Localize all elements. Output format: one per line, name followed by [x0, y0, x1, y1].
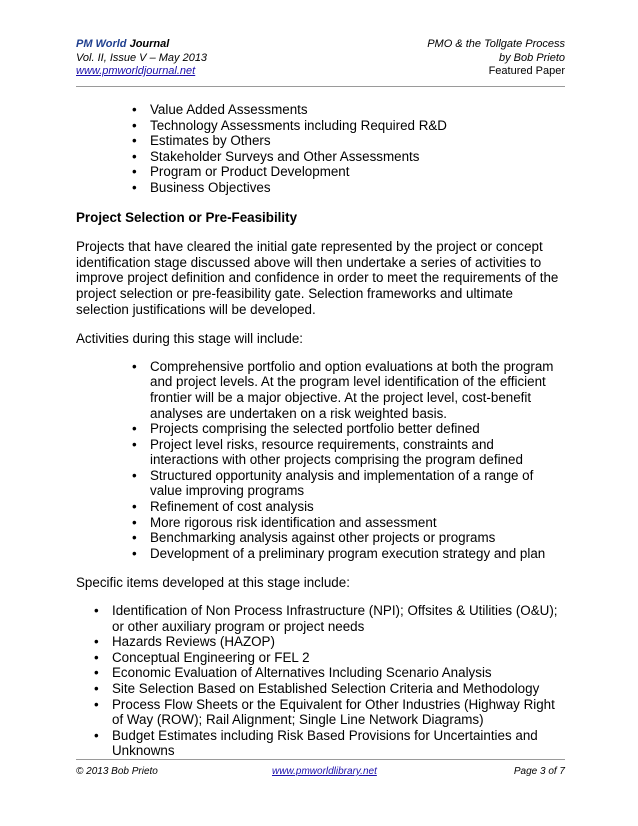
list-item-text: Program or Product Development — [150, 164, 350, 180]
issue-info: Vol. II, Issue V – May 2013 — [76, 51, 208, 64]
footer-library-link[interactable]: www.pmworldlibrary.net — [272, 766, 377, 777]
section-paragraph-2: Activities during this stage will include: — [76, 331, 304, 347]
section-paragraph-3: Specific items developed at this stage include: — [76, 575, 350, 591]
bullet-icon: • — [132, 164, 137, 180]
list-item — [132, 117, 565, 134]
list-item — [132, 530, 565, 546]
bullet-icon: • — [132, 467, 137, 483]
list-item — [94, 681, 565, 697]
list-item-text: Budget Estimates including Risk Based Provisions for Uncertainties and Unknowns — [112, 727, 538, 759]
items-bullet-list — [94, 603, 565, 759]
list-item — [132, 421, 565, 437]
bullet-icon: • — [132, 545, 137, 561]
list-item-text: Identification of Non Process Infrastructure (NPI); Offsites & Utilities (O&U); or other auxiliary program or project needs — [112, 603, 558, 634]
bullet-icon: • — [132, 499, 137, 515]
list-item — [132, 102, 565, 118]
list-item-text: Development of a preliminary program execution strategy and plan — [150, 545, 546, 561]
section-paragraph-1: Projects that have cleared the initial gate represented by the project or concept identification stage discussed above will then undertake a series of activities to improve project definition and confidence in order to meet the requirements of the project selection or pre-feasibility gate. Selection frameworks and ultimate selection justifications will be developed. — [76, 239, 559, 317]
list-item — [94, 696, 565, 728]
bullet-icon: • — [132, 117, 137, 133]
list-item — [132, 514, 565, 531]
bullet-icon: • — [94, 696, 99, 712]
bullet-icon: • — [132, 514, 137, 530]
list-item-text: Conceptual Engineering or FEL 2 — [112, 649, 310, 665]
bullet-icon: • — [94, 727, 99, 743]
list-item — [132, 358, 565, 421]
list-item — [94, 634, 565, 650]
list-item — [132, 148, 565, 165]
list-item — [132, 133, 565, 149]
footer-page-number: Page 3 of 7 — [513, 766, 565, 777]
bullet-icon: • — [94, 649, 99, 665]
activities-bullet-list — [132, 358, 565, 562]
list-item-text: Refinement of cost analysis — [150, 499, 314, 515]
article-title: PMO & the Tollgate Process — [427, 38, 565, 50]
bullet-icon: • — [132, 148, 137, 164]
list-item-text: Hazards Reviews (HAZOP) — [112, 634, 275, 650]
list-item — [94, 603, 565, 634]
article-author: by Bob Prieto — [498, 51, 565, 64]
bullet-icon: • — [132, 102, 137, 117]
list-item — [94, 665, 565, 681]
article-info — [427, 38, 565, 79]
section-heading: Project Selection or Pre-Feasibility — [76, 209, 298, 225]
list-item-text: Estimates by Others — [150, 133, 271, 149]
list-item — [94, 727, 565, 759]
bullet-icon: • — [132, 530, 137, 546]
list-item-text: Economic Evaluation of Alternatives Including Scenario Analysis — [112, 665, 492, 681]
bullet-icon: • — [94, 603, 99, 619]
article-category: Featured Paper — [488, 65, 565, 77]
bullet-icon: • — [132, 133, 137, 149]
journal-link[interactable]: www.pmworldjournal.net — [76, 65, 196, 77]
list-item — [132, 545, 565, 562]
list-item-text: Projects comprising the selected portfolio better defined — [150, 421, 480, 437]
list-item — [132, 179, 565, 196]
bullet-icon: • — [132, 421, 137, 437]
page-header — [76, 38, 565, 84]
footer-copyright: © 2013 Bob Prieto — [76, 766, 158, 777]
page-content — [76, 102, 565, 759]
list-item — [132, 499, 565, 515]
list-item-text: More rigorous risk identification and assessment — [150, 514, 437, 530]
journal-name: PM World Journal — [76, 38, 170, 50]
list-item-text: Stakeholder Surveys and Other Assessments — [150, 148, 420, 164]
list-item-text: Structured opportunity analysis and implementation of a range of value improving programs — [150, 467, 534, 499]
footer-divider — [76, 759, 565, 760]
list-item-text: Benchmarking analysis against other projects or programs — [150, 530, 496, 546]
bullet-icon: • — [94, 665, 99, 681]
list-item-text: Process Flow Sheets or the Equivalent for Other Industries (Highway Right of Way (ROW); Rail Alignment; Single Line Network Diagrams) — [112, 696, 555, 728]
list-item — [132, 467, 565, 499]
list-item — [94, 649, 565, 666]
bullet-icon: • — [132, 179, 137, 195]
bullet-icon: • — [132, 358, 137, 374]
list-item-text: Value Added Assessments — [150, 102, 308, 117]
list-item-text: Business Objectives — [150, 179, 271, 195]
list-item-text: Site Selection Based on Established Selection Criteria and Methodology — [112, 681, 540, 696]
intro-bullet-list — [132, 102, 565, 196]
bullet-icon: • — [94, 681, 99, 696]
journal-info — [76, 38, 207, 79]
bullet-icon: • — [132, 436, 137, 452]
list-item-text: Technology Assessments including Required R&D — [150, 117, 447, 133]
header-divider — [76, 86, 565, 87]
list-item — [132, 436, 565, 468]
list-item — [132, 164, 565, 180]
bullet-icon: • — [94, 634, 99, 650]
list-item-text: Comprehensive portfolio and option evaluations at both the program and project levels. At the program level identification of the efficient frontier will be a major objective. At the project level, cost-benefit analyses are undertaken on a risk weighted basis. — [150, 358, 554, 421]
list-item-text: Project level risks, resource requirements, constraints and interactions with other projects comprising the program defined — [150, 436, 523, 468]
